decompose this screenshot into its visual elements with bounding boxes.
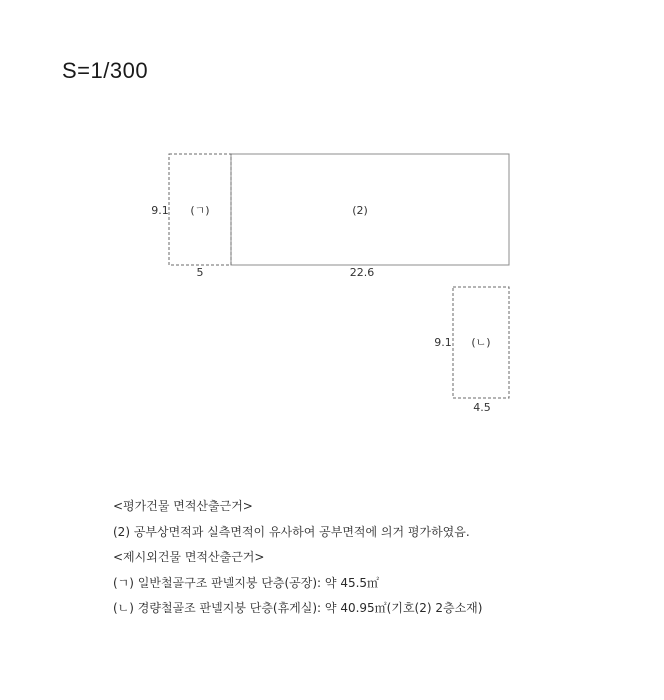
- building-b-label: (ㄴ): [471, 336, 491, 349]
- note-line: (ㄱ) 일반철골구조 판넬지붕 단층(공장): 약 45.5㎡: [113, 575, 380, 590]
- building-a-label: (ㄱ): [190, 204, 210, 217]
- scale-label: S=1/300: [62, 58, 149, 83]
- building-2-label: (2): [352, 204, 368, 217]
- building-2-width: 22.6: [349, 266, 375, 279]
- building-a-width: 5: [196, 266, 204, 279]
- building-b-height: 9.1: [434, 336, 452, 349]
- note-line: (ㄴ) 경량철골조 판넬지붕 단층(휴게실): 약 40.95㎡(기호(2) 2층소재): [113, 601, 483, 615]
- building-b-width: 4.5: [473, 401, 491, 414]
- building-a-height: 9.1: [151, 204, 169, 217]
- note-heading-appraised: <평가건물 면적산출근거>: [113, 499, 253, 513]
- note-line: (2) 공부상면적과 실측면적이 유사하여 공부면적에 의거 평가하였음.: [113, 524, 470, 539]
- note-heading-unlisted: <제시외건물 면적산출근거>: [113, 550, 265, 564]
- building-2-outline: [231, 154, 509, 265]
- area-notes: [113, 494, 482, 622]
